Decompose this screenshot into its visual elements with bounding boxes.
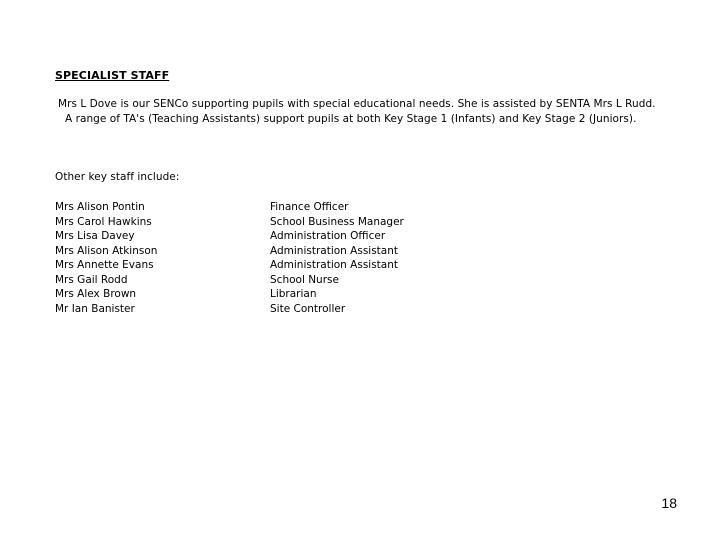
- staff-role: Finance Officer: [270, 201, 349, 213]
- staff-name: Mrs Alex Brown: [55, 288, 137, 300]
- staff-role: School Business Manager: [270, 215, 404, 228]
- staff-name: Mrs Alison Atkinson: [55, 244, 158, 257]
- teaching-assistants-paragraph: A range of TA's (Teaching Assistants) support pupils at both Key Stage 1 (Infants) and Key Stage 2 (Juniors).: [65, 113, 637, 125]
- staff-role: Administration Assistant: [270, 244, 399, 257]
- page-number: 18: [661, 495, 677, 511]
- staff-name: Mrs Lisa Davey: [55, 230, 135, 242]
- staff-name: Mrs Carol Hawkins: [55, 215, 152, 228]
- staff-role: School Nurse: [270, 273, 339, 286]
- staff-role: Administration Assistant: [270, 259, 399, 271]
- staff-role: Librarian: [270, 288, 317, 300]
- staff-role: Administration Officer: [270, 230, 386, 242]
- staff-name: Mrs Alison Pontin: [55, 201, 145, 213]
- staff-role: Site Controller: [270, 302, 346, 315]
- senco-paragraph: Mrs L Dove is our SENCo supporting pupils with special educational needs. She is assisted by SENTA Mrs L Rudd.: [58, 98, 656, 110]
- staff-name: Mrs Annette Evans: [55, 259, 154, 271]
- staff-name: Mr Ian Banister: [55, 302, 135, 315]
- section-heading: SPECIALIST STAFF: [55, 69, 170, 82]
- other-staff-intro: Other key staff include:: [55, 171, 180, 183]
- staff-name: Mrs Gail Rodd: [55, 273, 128, 286]
